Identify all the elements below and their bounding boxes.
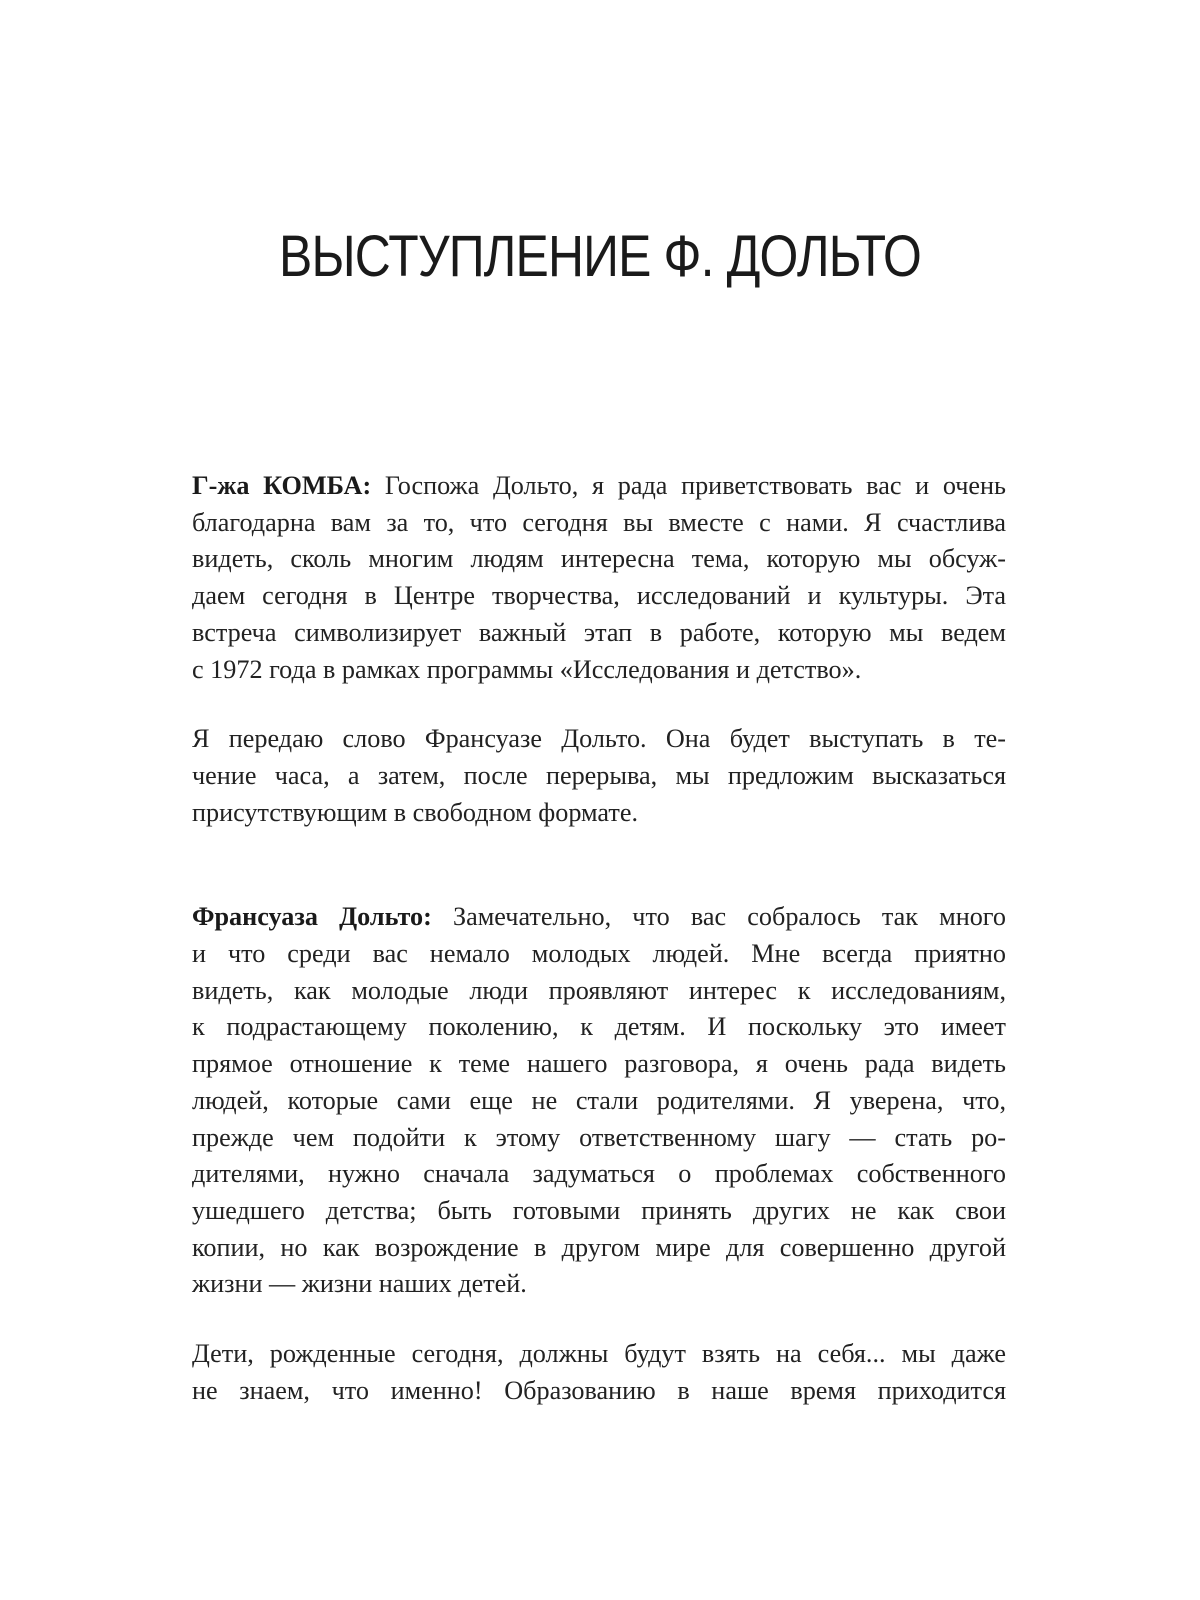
text-line: видеть, как молодые люди проявляют интерес к исследованиям, xyxy=(192,975,1006,1005)
page-title: ВЫСТУПЛЕНИЕ Ф. ДОЛЬТО xyxy=(279,224,921,289)
text-line: чение часа, а затем, после перерыва, мы предложим высказаться xyxy=(192,760,1006,790)
text-line: благодарна вам за то, что сегодня вы вместе с нами. Я счастлива xyxy=(192,507,1006,537)
text-line: Я передаю слово Франсуазе Дольто. Она будет выступать в те- xyxy=(192,724,1006,754)
text-line-content: Госпожа Дольто, я рада приветствовать вас и очень xyxy=(384,471,1006,500)
paragraph-dolto-children xyxy=(192,1336,1006,1409)
speaker-label: Г-жа КОМБА: xyxy=(192,471,372,500)
text-line: прямое отношение к теме нашего разговора, я очень рада видеть xyxy=(192,1049,1006,1079)
text-line: дителями, нужно сначала задуматься о проблемах собственного xyxy=(192,1159,1006,1189)
text-line: копии, но как возрождение в другом мире для совершенно другой xyxy=(192,1232,1006,1262)
paragraph-combat-greeting xyxy=(192,468,1006,688)
text-line: жизни — жизни наших детей. xyxy=(192,1269,527,1299)
paragraph-combat-handover xyxy=(192,721,1006,831)
text-line: видеть, сколь многим людям интересна тема, которую мы обсуж- xyxy=(192,544,1006,574)
speaker-spacer xyxy=(192,831,1006,899)
paragraph-spacer xyxy=(192,1303,1006,1336)
text-line: людей, которые сами еще не стали родителями. Я уверена, что, xyxy=(192,1085,1006,1115)
text-line: к подрастающему поколению, к детям. И поскольку это имеет xyxy=(192,1012,1006,1042)
paragraph-spacer xyxy=(192,688,1006,721)
body-text xyxy=(192,468,1006,1409)
text-line: прежде чем подойти к этому ответственному шагу — стать ро- xyxy=(192,1122,1006,1152)
text-line: не знаем, что именно! Образованию в наше время приходится xyxy=(192,1375,1006,1405)
text-line: Дети, рожденные сегодня, должны будут взять на себя... мы даже xyxy=(192,1339,1006,1369)
speaker-label: Франсуаза Дольто: xyxy=(192,902,432,932)
text-line: даем сегодня в Центре творчества, исследований и культуры. Эта xyxy=(192,581,1006,611)
text-line xyxy=(192,899,1006,936)
text-line: присутствующим в свободном формате. xyxy=(192,797,638,827)
text-line: ушедшего детства; быть готовыми принять других не как свои xyxy=(192,1195,1006,1225)
text-line: встреча символизирует важный этап в работе, которую мы ведем xyxy=(192,617,1006,647)
paragraph-dolto-opening xyxy=(192,899,1006,1303)
text-line xyxy=(192,468,1006,505)
text-line: с 1972 года в рамках программы «Исследования и детство». xyxy=(192,654,862,684)
text-line-content: Замечательно, что вас собралось так много xyxy=(452,902,1006,932)
text-line: и что среди вас немало молодых людей. Мне всегда приятно xyxy=(192,939,1006,969)
